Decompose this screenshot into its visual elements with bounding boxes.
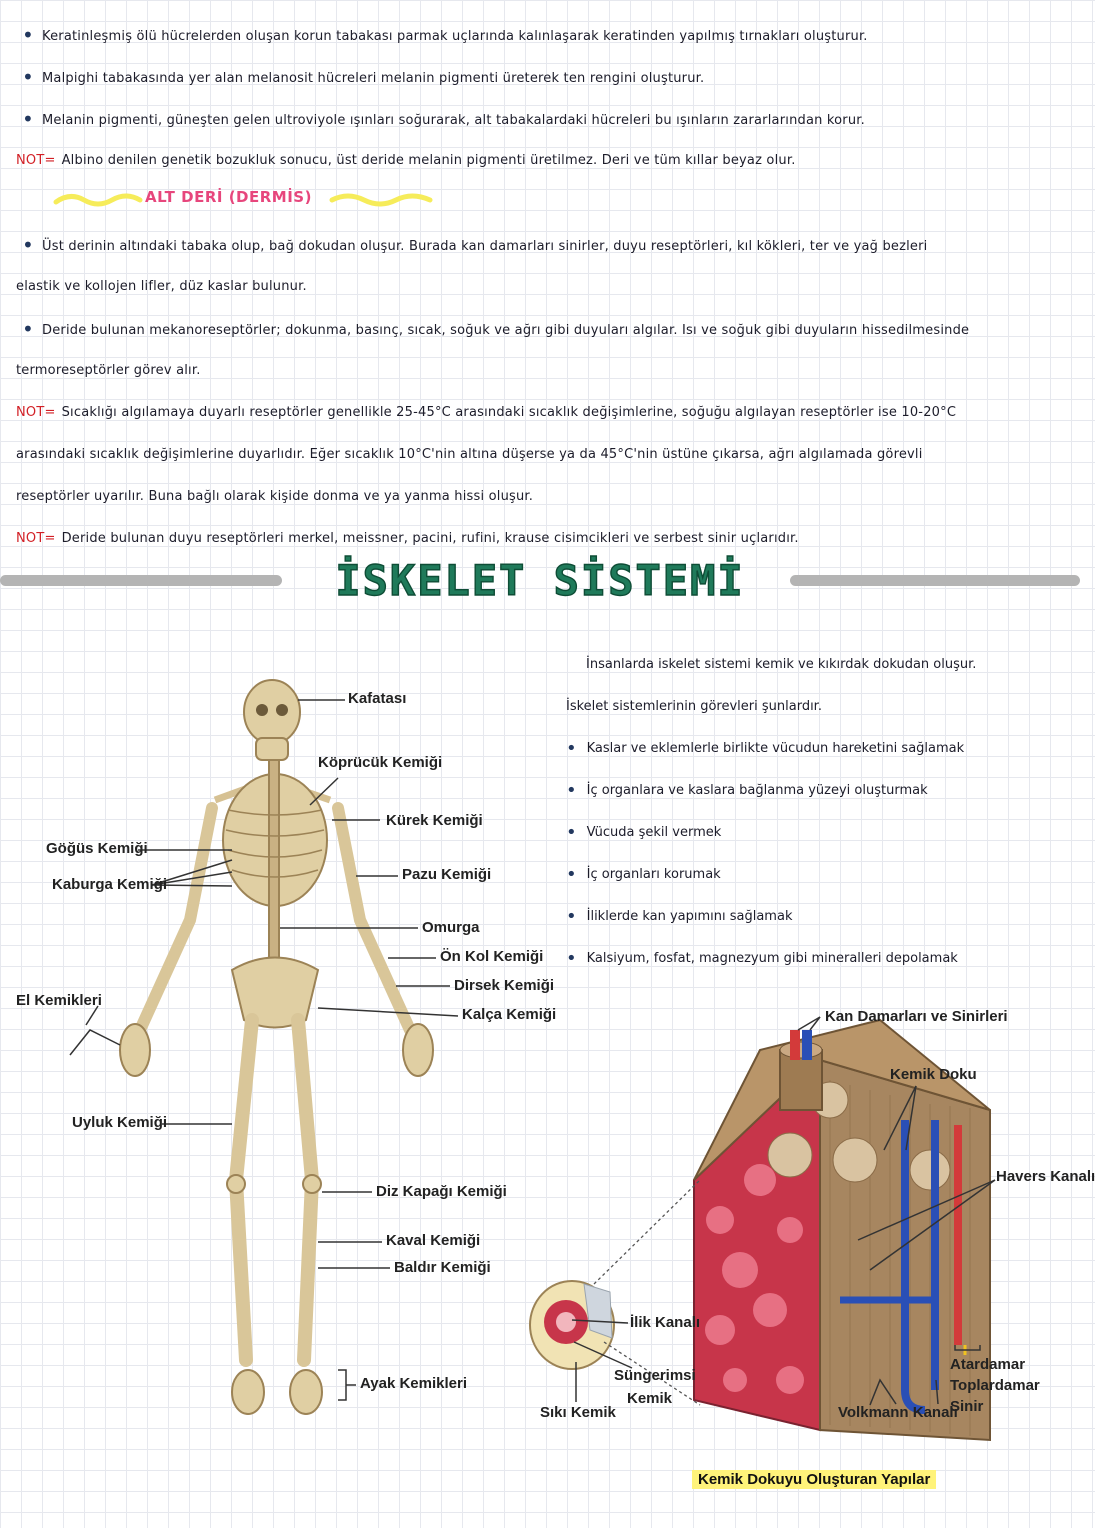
label-atardamar: Atardamar bbox=[950, 1356, 1026, 1373]
duty-item: • İliklerde kan yapımını sağlamak bbox=[566, 906, 793, 927]
intro-bullet-1: • Keratinleşmiş ölü hücrelerden oluşan korun tabakası parmak uçlarında kalınlaşarak keratinden yapılmış tırnakları oluşturur. bbox=[22, 23, 868, 47]
bullet-icon: • bbox=[566, 738, 577, 759]
label-sungerimsi: Süngerimsi bbox=[614, 1367, 696, 1384]
label-dirsek: Dirsek Kemiği bbox=[454, 977, 555, 994]
bullet-icon: • bbox=[22, 317, 34, 341]
bullet-icon: • bbox=[566, 864, 577, 885]
section-title: ALT DERİ (DERMİS) bbox=[145, 188, 312, 206]
dermis-p2: • Deride bulunan mekanoreseptörler; dokunma, basınç, sıcak, soğuk ve ağrı gibi duyuları algılar. Isı ve soğuk gibi duyuların hissedilmesinde bbox=[22, 317, 970, 341]
label-ilik: İlik Kanalı bbox=[630, 1314, 701, 1331]
label-sungerimsi-2: Kemik bbox=[627, 1390, 673, 1407]
dermis-p1-cont: elastik ve kollojen lifler, düz kaslar bulunur. bbox=[16, 279, 307, 294]
label-sinir: Sinir bbox=[950, 1398, 984, 1415]
label-kurek: Kürek Kemiği bbox=[386, 812, 483, 829]
bullet-icon: • bbox=[566, 948, 577, 969]
label-havers: Havers Kanalı bbox=[996, 1168, 1095, 1185]
dermis-p2-cont: termoreseptörler görev alır. bbox=[16, 363, 201, 378]
intro-bullet-2: • Malpighi tabakasında yer alan melanosit hücreleri melanin pigmenti üreterek ten rengini oluşturur. bbox=[22, 65, 705, 89]
duty-item: • Vücuda şekil vermek bbox=[566, 822, 722, 843]
note-temperature: NOT= Sıcaklığı algılamaya duyarlı reseptörler genellikle 25-45°C arasındaki sıcaklık değişimlerine, soğuğu algılayan reseptörler ise 10-20°C bbox=[16, 405, 957, 420]
label-onkol: Ön Kol Kemiği bbox=[440, 948, 544, 965]
duty-item: • İç organları korumak bbox=[566, 864, 721, 885]
note-temperature-cont-1: arasındaki sıcaklık değişimlerine duyarlıdır. Eğer sıcaklık 10°C'nin altına düşerse ya da 45°C'nin üstüne çıkarsa, ağrı algılamada görevli bbox=[16, 447, 923, 462]
label-koprucuk: Köprücük Kemiği bbox=[318, 754, 443, 771]
duties-title: İskelet sistemlerinin görevleri şunlardır. bbox=[566, 699, 822, 714]
skeleton-intro: İnsanlarda iskelet sistemi kemik ve kıkırdak dokudan oluşur. bbox=[586, 657, 977, 672]
label-pazu: Pazu Kemiği bbox=[402, 866, 492, 883]
figure-caption: Kemik Dokuyu Oluşturan Yapılar bbox=[692, 1470, 936, 1489]
label-kemik-doku: Kemik Doku bbox=[890, 1066, 977, 1083]
label-volkmann: Volkmann Kanalı bbox=[838, 1404, 958, 1421]
intro-bullet-3: • Melanin pigmenti, güneşten gelen ultroviyole ışınları soğurarak, alt tabakalardaki hücreleri bu ışınların zararlarından korur. bbox=[22, 107, 865, 131]
label-omurga: Omurga bbox=[422, 919, 480, 936]
label-kalca: Kalça Kemiği bbox=[462, 1006, 557, 1023]
label-kaval: Kaval Kemiği bbox=[386, 1232, 481, 1249]
bullet-icon: • bbox=[566, 780, 577, 801]
label-kan-damarlari: Kan Damarları ve Sinirleri bbox=[825, 1008, 1008, 1025]
label-diz: Diz Kapağı Kemiği bbox=[376, 1183, 507, 1200]
label-toplardamar: Toplardamar bbox=[950, 1377, 1040, 1394]
dermis-p1: • Üst derinin altındaki tabaka olup, bağ dokudan oluşur. Burada kan damarları sinirler, duyu reseptörleri, kıl kökleri, ter ve yağ bezleri bbox=[22, 233, 928, 257]
bullet-icon: • bbox=[22, 107, 34, 131]
bullet-icon: • bbox=[22, 23, 34, 47]
duty-item: • İç organlara ve kaslara bağlanma yüzeyi oluşturmak bbox=[566, 780, 928, 801]
page-title: İSKELET SİSTEMİ bbox=[335, 556, 745, 605]
label-el: El Kemikleri bbox=[16, 992, 102, 1009]
label-baldir: Baldır Kemiği bbox=[394, 1259, 491, 1276]
duty-item: • Kalsiyum, fosfat, magnezyum gibi mineralleri depolamak bbox=[566, 948, 958, 969]
bullet-icon: • bbox=[566, 822, 577, 843]
label-ayak: Ayak Kemikleri bbox=[360, 1375, 468, 1392]
bullet-icon: • bbox=[22, 233, 34, 257]
label-siki-kemik: Sıkı Kemik bbox=[540, 1404, 616, 1421]
label-gogus: Göğüs Kemiği bbox=[46, 840, 148, 857]
note-albino: NOT= Albino denilen genetik bozukluk sonucu, üst deride melanin pigmenti üretilmez. Deri ve tüm kıllar beyaz olur. bbox=[16, 153, 796, 168]
note-temperature-cont-2: reseptörler uyarılır. Buna bağlı olarak kişide donma ve ya yanma hissi oluşur. bbox=[16, 489, 534, 504]
note-receptors: NOT= Deride bulunan duyu reseptörleri merkel, meissner, pacini, rufini, krause cisimcikleri ve serbest sinir uçlarıdır. bbox=[16, 531, 799, 546]
bullet-icon: • bbox=[22, 65, 34, 89]
bullet-icon: • bbox=[566, 906, 577, 927]
label-uyluk: Uyluk Kemiği bbox=[72, 1114, 168, 1131]
label-kaburga: Kaburga Kemiği bbox=[52, 876, 168, 893]
label-kafatasi: Kafatası bbox=[348, 690, 407, 707]
duty-item: • Kaslar ve eklemlerle birlikte vücudun hareketini sağlamak bbox=[566, 738, 965, 759]
